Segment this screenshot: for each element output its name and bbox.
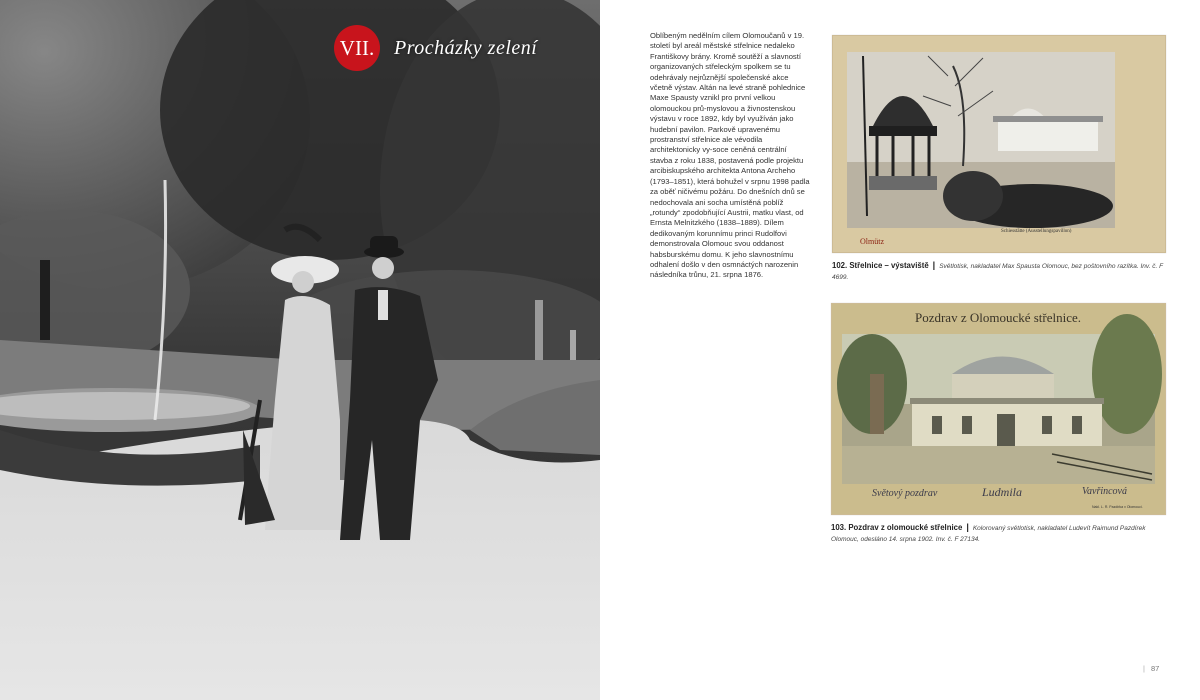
page-number-value: 87 xyxy=(1150,664,1160,673)
postcard-2-handwriting-3: Vavřincová xyxy=(1082,486,1127,497)
postcard-pozdrav-z-olomoucke-strelnice xyxy=(831,303,1166,515)
caption-102-detail: Světlotisk, nakladatel Max Spausta Olomouc, bez poštovního razítka. Inv. č. F 4699. xyxy=(832,263,1163,281)
page-number-divider: | xyxy=(1143,664,1145,673)
chapter-number-badge: VII. xyxy=(334,25,380,71)
postcard-1-illustration xyxy=(833,36,1165,252)
caption-102-title: 102. Střelnice – výstaviště xyxy=(832,261,929,270)
chapter-title: Procházky zelení xyxy=(394,36,538,59)
postcard-1-label-left: Olmütz xyxy=(860,237,884,246)
page-number xyxy=(1143,664,1159,673)
postcard-2-handwriting-2: Ludmila xyxy=(982,485,1023,499)
chapter-heading xyxy=(334,24,537,72)
caption-103-detail: Kolorovaný světlotisk, nakladatel Ludevít Raimund Pazdírek Olomouc, odesláno 14. srpna 1902. Inv. č. F 27134. xyxy=(831,525,1146,543)
caption-102: 102. Střelnice – výstaviště | Světlotisk, nakladatel Max Spausta Olomouc, bez poštovního razítka. Inv. č. F 4699. xyxy=(832,260,1163,281)
caption-103: 103. Pozdrav z olomoucké střelnice | Kolorovaný světlotisk, nakladatel Ludevít Raimund Pazdírek Olomouc, odesláno 14. srpna 1902. Inv. č. F 27134. xyxy=(831,522,1146,543)
postcard-2-publisher: Nakl. L. R. Pazdírka v Olomouci. xyxy=(1092,505,1143,509)
article-body-text: Oblíbeným nedělním cílem Olomoučanů v 19. století byl areál městské střelnice nedaleko Františkovy brány. Kromě soutěží a slavností organizovaných střeleckým spolkem se tu odehrávaly nejrůznější společenské akce včetně výstav. Altán na levé straně pohlednice Maxe Spausty vznikl pro první velkou olomouckou prů-myslovou a živnostenskou výstavu v roce 1892, kdy byl využíván jako hudební pavilon. Parkově upravenému prostranství střelnice ale vévodila architektonicky vy-soce ceněná centrální stavba z roku 1838, postavená podle projektu arcibiskupského architekta Antona Archeho (1793–1851), která bohužel v srpnu 1998 padla za oběť ničivému požáru. Do dnešních dnů se nedochovala ani socha umístěná poblíž „rotundy“ zpodobňující Austrii, matku vlast, od Ernsta Melnitzkého (1838–1889). Dílem dedikovaným korunnímu princi Rudolfovi demonstrovala Olomouc svou oddanost habsburskému domu. K jeho slavnostnímu odhalení došlo v den osmnáctých narozenin následníka trůnu, 21. srpna 1876. xyxy=(650,31,810,280)
postcard-2-illustration xyxy=(832,304,1165,514)
postcard-2-handwriting-1: Světový pozdrav xyxy=(872,488,938,499)
postcard-2-heading: Pozdrav z Olomoucké střelnice. xyxy=(914,310,1082,325)
caption-103-title: 103. Pozdrav z olomoucké střelnice xyxy=(831,523,963,532)
postcard-1-label-right: Schiesstätte (Ausstellungspavillon) xyxy=(1001,229,1072,234)
postcard-strelnice-vystaviste xyxy=(832,35,1166,253)
